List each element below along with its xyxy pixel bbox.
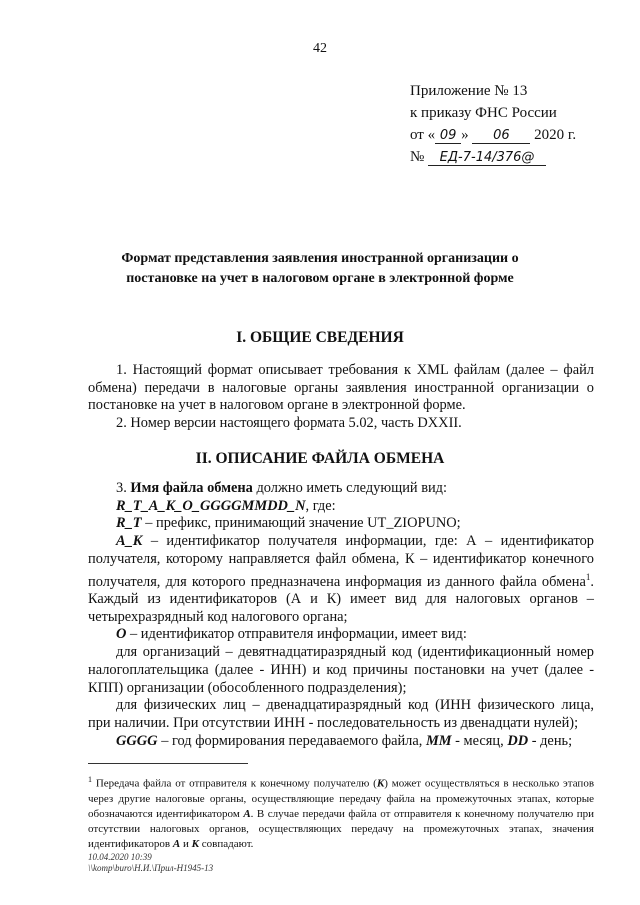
footnote: [88, 772, 594, 852]
stamp-datetime: 10.04.2020 10:39: [88, 852, 152, 862]
filename-pattern: [88, 498, 594, 516]
footnote-mark: 1: [88, 775, 92, 784]
rt-term: R_T: [116, 515, 142, 532]
ak-text-2: . Каждый из идентификаторов (А и К) имеет вид для налоговых органов – четырехразрядный код налогового органа;: [88, 573, 594, 625]
dd-term: DD: [507, 732, 529, 749]
section-2-body: [88, 480, 594, 750]
footnote-text-3: . В случае передачи файла от отправителя к конечному получателю при отсутствии налоговых органов, осуществляющих передачу на промежуточных этапах, значения идентификаторов: [88, 807, 595, 850]
footnote-separator: [88, 763, 248, 764]
date-mid: »: [461, 127, 469, 143]
footnote-a-1: А: [243, 807, 251, 820]
date-month: 06: [472, 129, 530, 144]
ak-footnote-mark: 1: [585, 571, 591, 582]
footnote-k-1: К: [376, 777, 385, 790]
footnote-k-2: К: [191, 837, 200, 850]
mm-term: MM: [425, 732, 452, 749]
ak-text: – идентификатор получателя информации, где: А – идентификатор получателя, которому направляется файл обмена, К – идентификатор конечного получателя, для которого предназначена информация из данного файла обмена: [88, 533, 594, 590]
mm-text: - месяц,: [455, 732, 504, 749]
footnote-text-4: и: [182, 837, 189, 850]
appendix-title: Приложение № 13: [410, 83, 528, 99]
appendix-block: [410, 80, 576, 168]
gggg-text: – год формирования передаваемого файла,: [161, 732, 423, 749]
o-term: O: [116, 626, 127, 643]
org-code-text: для организаций – девятнадцатиразрядный код (идентификационный номер налогоплательщика (далее - ИНН) и код причины постановки на учет (далее - КПП) организации (обособленного подразделения);: [88, 644, 594, 696]
number-value: ЕД-7-14/376@: [428, 151, 546, 166]
ak-definition: [88, 533, 594, 626]
paragraph-1: 1. Настоящий формат описывает требования к XML файлам (далее – файл обмена) передачи в налоговые органы заявления иностранной организации о постановке на учет в налоговом органе в электронной форме.: [88, 362, 594, 414]
paragraph-3: [88, 480, 594, 498]
appendix-order: к приказу ФНС России: [410, 105, 557, 121]
footnote-text-2: ) может осуществляться в несколько этапов через другие налоговые органы, осуществляющие передачу файла на промежуточных этапах, которые обозначаются идентификатором: [88, 777, 595, 820]
page-number: 42: [313, 41, 327, 56]
phys-code-text: для физических лиц – двенадцатиразрядный код (ИНН физического лица, при наличии. При отсутствии ИНН - последовательность из двенадцати нулей);: [88, 697, 594, 731]
appendix-date: [410, 124, 576, 146]
ak-term: A_K: [116, 533, 143, 550]
rt-definition: [88, 515, 594, 533]
date-prefix: от «: [410, 127, 436, 143]
stamp-path: \\komp\buro\Н.И.\Прил-Н1945-13: [88, 863, 214, 873]
section-2-heading: II. ОПИСАНИЕ ФАЙЛА ОБМЕНА: [195, 450, 445, 467]
section-1-heading: I. ОБЩИЕ СВЕДЕНИЯ: [236, 329, 404, 346]
print-stamp: [88, 852, 213, 874]
section-1-body: [88, 362, 594, 433]
appendix-number: [410, 146, 576, 168]
p3-bold: Имя файла обмена: [130, 480, 253, 496]
footnote-a-2: А: [172, 837, 181, 850]
footnote-text-1: Передача файла от отправителя к конечному получателю (: [95, 777, 377, 790]
rt-text: – префикс, принимающий значение UT_ZIOPUNO;: [145, 515, 461, 532]
paragraph-2: 2. Номер версии настоящего формата 5.02, часть DXXII.: [116, 415, 462, 432]
document-title: Формат представления заявления иностранной организации о постановке на учет в налоговом органе в электронной форме: [121, 251, 519, 286]
footnote-text-5: совпадают.: [201, 837, 254, 850]
date-definition: [88, 733, 594, 751]
p3-text: должно иметь следующий вид:: [256, 480, 448, 496]
o-text: – идентификатор отправителя информации, имеет вид:: [130, 626, 467, 643]
gggg-term: GGGG: [116, 732, 158, 749]
number-prefix: №: [410, 149, 425, 165]
date-year: 2020 г.: [534, 127, 577, 143]
pattern-suffix: , где:: [305, 497, 336, 514]
pattern-text: R_T_A_K_O_GGGGMMDD_N: [116, 497, 306, 514]
p3-number: 3.: [116, 480, 127, 496]
dd-text: - день;: [531, 732, 573, 749]
date-day: 09: [435, 129, 461, 144]
o-definition: [88, 626, 594, 644]
